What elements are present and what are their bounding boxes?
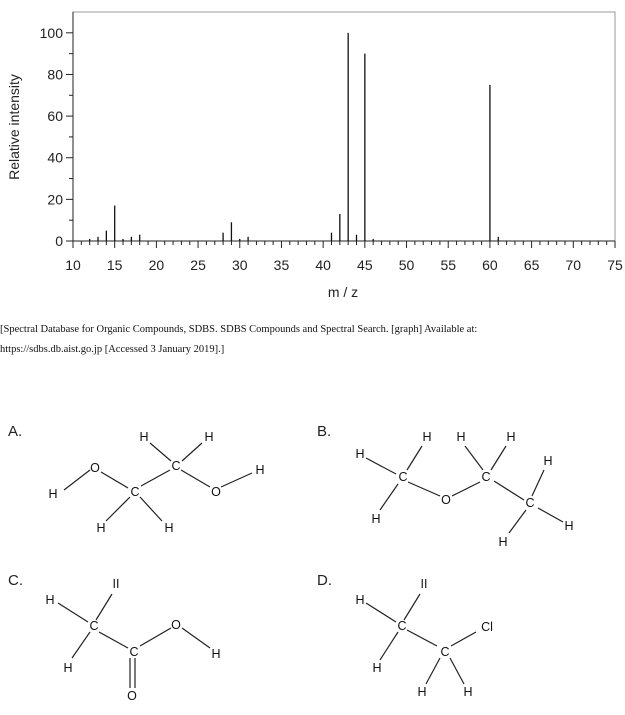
y-tick-label: 60 [47, 108, 63, 125]
structure-option-d[interactable] [355, 577, 492, 699]
atom-h: H [255, 463, 265, 477]
x-tick-label: 35 [273, 257, 290, 273]
atom-h: H [506, 430, 516, 444]
atom-h: H [463, 685, 473, 699]
atom-h: H [456, 430, 466, 444]
atom-ii: II [112, 577, 120, 591]
atom-c: C [397, 619, 407, 633]
x-axis-title: m / z [327, 284, 359, 300]
x-tick-label: 25 [190, 257, 206, 273]
atom-h: H [204, 430, 214, 444]
y-tick-label: 80 [47, 66, 63, 83]
y-tick-label: 40 [47, 149, 63, 166]
x-tick-label: 65 [523, 257, 540, 273]
atom-c: C [481, 470, 491, 484]
option-a-label[interactable]: A. [8, 423, 23, 440]
option-d-label[interactable]: D. [317, 572, 332, 589]
atom-h: H [211, 647, 221, 661]
atom-o: O [441, 493, 451, 507]
atom-o: O [127, 689, 137, 703]
atom-h: H [96, 521, 106, 535]
atom-cl: Cl [481, 620, 493, 634]
atom-h: H [355, 593, 365, 607]
atom-o: O [90, 461, 100, 475]
atom-o: O [171, 618, 181, 632]
y-tick-label: 20 [47, 191, 63, 208]
atom-c: C [398, 470, 408, 484]
atom-h: H [139, 430, 149, 444]
x-tick-label: 75 [607, 257, 623, 273]
atom-h: H [63, 661, 73, 675]
x-tick-label: 30 [231, 257, 248, 273]
structure-option-a[interactable] [48, 430, 264, 535]
citation-line-1: [Spectral Database for Organic Compounds, SDBS. SDBS Compounds and Spectral Search. [graph] Available at: [0, 324, 478, 335]
atom-c: C [129, 645, 139, 659]
atom-h: H [372, 661, 382, 675]
x-tick-label: 10 [65, 257, 81, 273]
x-tick-label: 70 [565, 257, 582, 273]
atom-o: O [211, 485, 221, 499]
structure-option-c[interactable] [45, 577, 220, 703]
atom-h: H [355, 447, 365, 461]
atom-h: H [371, 512, 381, 526]
atom-h: H [164, 521, 174, 535]
atom-h: H [45, 593, 55, 607]
atom-c: C [171, 459, 181, 473]
y-tick-label: 100 [39, 24, 63, 41]
x-tick-label: 55 [440, 257, 457, 273]
x-tick-label: 20 [148, 257, 165, 273]
x-tick-label: 40 [315, 257, 331, 273]
x-tick-label: 50 [398, 257, 415, 273]
y-axis-title: Relative intensity [6, 74, 22, 180]
atom-c: C [89, 619, 99, 633]
atom-h: H [48, 487, 58, 501]
atom-c: C [130, 485, 140, 499]
atom-h: H [564, 519, 574, 533]
atom-h: H [422, 430, 432, 444]
citation-line-2: https://sdbs.db.aist.go.jp [Accessed 3 January 2019].] [0, 344, 225, 355]
structure-option-b[interactable] [355, 430, 573, 549]
atom-ii: II [420, 577, 428, 591]
option-b-label[interactable]: B. [317, 423, 332, 440]
atom-h: H [417, 685, 427, 699]
x-tick-label: 60 [482, 257, 498, 273]
atom-h: H [498, 535, 508, 549]
atom-c: C [440, 645, 450, 659]
y-tick-label: 0 [55, 233, 63, 249]
x-tick-label: 45 [357, 257, 373, 273]
x-tick-label: 15 [106, 257, 123, 273]
atom-h: H [543, 454, 553, 468]
atom-c: C [525, 496, 535, 510]
option-c-label[interactable]: C. [8, 572, 23, 589]
